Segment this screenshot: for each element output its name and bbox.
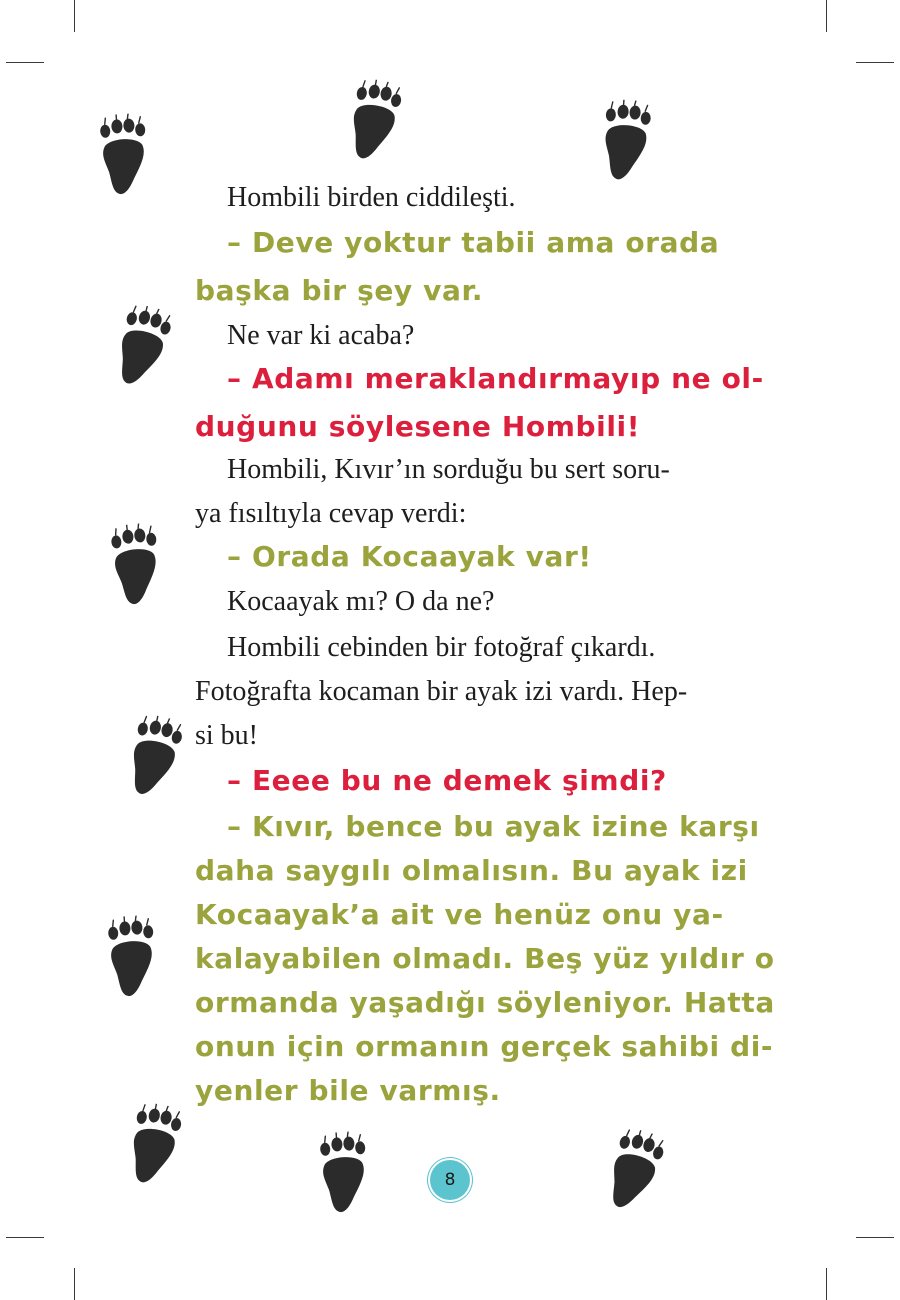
- text-line: Fotoğrafta kocaman bir ayak izi vardı. Hep-: [195, 676, 688, 707]
- dialogue-line: yenler bile varmış.: [195, 1074, 501, 1107]
- crop-mark: [74, 1268, 75, 1300]
- paw-print-icon: [101, 300, 183, 397]
- paw-print-icon: [335, 75, 413, 169]
- paw-print-icon: [591, 98, 661, 186]
- text-line: Hombili, Kıvır’ın sorduğu bu sert soru-: [227, 454, 670, 485]
- text-line: Hombili cebinden bir fotoğraf çıkardı.: [227, 632, 656, 663]
- dialogue-line: – Eeee bu ne demek şimdi?: [227, 764, 667, 797]
- dialogue-line: başka bir şey var.: [195, 274, 484, 307]
- crop-mark: [6, 62, 44, 63]
- dialogue-line: – Kıvır, bence bu ayak izine karşı: [227, 810, 760, 843]
- dialogue-line: – Deve yoktur tabii ama orada: [227, 226, 720, 259]
- text-line: Hombili birden ciddileşti.: [227, 182, 516, 213]
- dialogue-line: onun için ormanın gerçek sahibi di-: [195, 1030, 774, 1063]
- crop-mark: [6, 1237, 44, 1238]
- dialogue-line: – Orada Kocaayak var!: [227, 540, 592, 573]
- dialogue-line: – Adamı meraklandırmayıp ne ol-: [227, 362, 764, 395]
- paw-print-icon: [309, 1130, 379, 1218]
- text-line: ya fısıltıyla cevap verdi:: [195, 498, 467, 529]
- paw-print-icon: [97, 914, 167, 1002]
- dialogue-line: ormanda yaşadığı söyleniyor. Hatta: [195, 986, 775, 1019]
- paw-print-icon: [592, 1123, 677, 1221]
- paw-print-icon: [114, 710, 194, 805]
- dialogue-line: duğunu söylesene Hombili!: [195, 410, 641, 443]
- dialogue-line: kalayabilen olmadı. Beş yüz yıldır o: [195, 942, 775, 975]
- paw-print-icon: [89, 112, 159, 200]
- crop-mark: [826, 0, 827, 32]
- text-line: Kocaayak mı? O da ne?: [227, 586, 495, 617]
- dialogue-line: daha saygılı olmalısın. Bu ayak izi: [195, 854, 748, 887]
- paw-print-icon: [100, 521, 172, 611]
- paw-print-icon: [115, 1099, 193, 1193]
- text-line: si bu!: [195, 720, 258, 751]
- crop-mark: [856, 62, 894, 63]
- crop-mark: [74, 0, 75, 32]
- crop-mark: [856, 1237, 894, 1238]
- dialogue-line: Kocaayak’a ait ve henüz onu ya-: [195, 898, 724, 931]
- crop-mark: [826, 1268, 827, 1300]
- text-line: Ne var ki acaba?: [227, 320, 415, 351]
- page-number-badge: [430, 1160, 470, 1200]
- page-number: 8: [444, 1170, 456, 1190]
